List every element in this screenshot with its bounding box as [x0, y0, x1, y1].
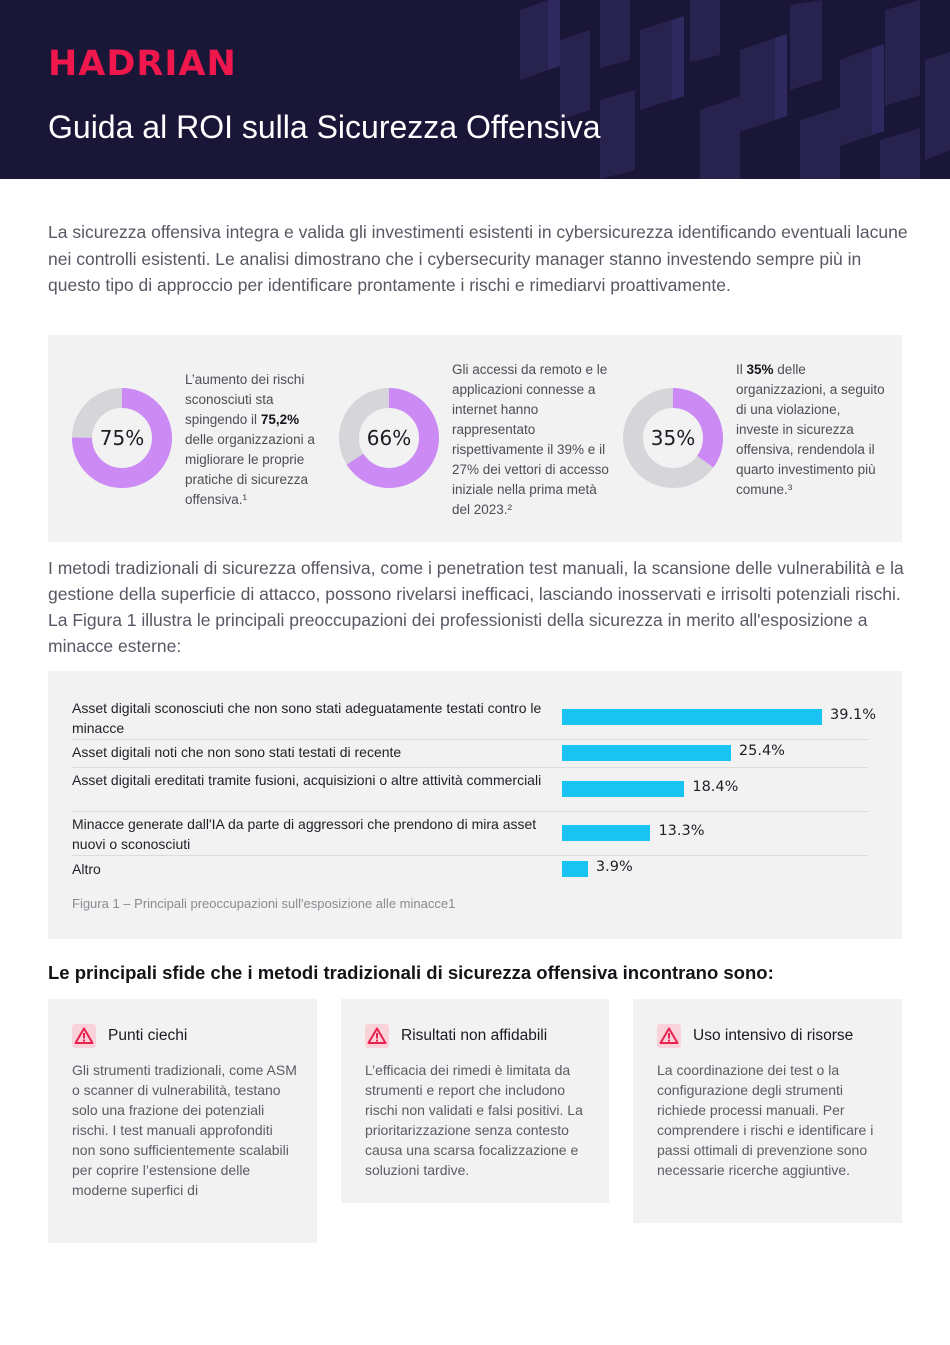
bar	[562, 825, 650, 841]
bar	[562, 709, 822, 725]
challenge-card-resource-intensive	[633, 999, 902, 1223]
card-body: Gli strumenti tradizionali, come ASM o scanner di vulnerabilità, testano solo una frazione dei potenziali rischi. I test manuali approfonditi non sono sufficientemente scalabili per coprire l’estensione delle moderne superfici di	[72, 1062, 297, 1198]
hadrian-logo: HADRIAN	[48, 44, 237, 84]
card-body: L’efficacia dei rimedi è limitata da strumenti e report che includono rischi non validati e falsi positivi. La prioritarizzazione senza contesto causa una scarsa focalizzazione e soluzioni tardive.	[365, 1062, 583, 1178]
bar-value-label: 39.1%	[830, 707, 877, 723]
card-header	[72, 1024, 187, 1048]
bar	[562, 781, 684, 797]
figure-caption: Figura 1 – Principali preoccupazioni sull'esposizione alle minacce1	[72, 896, 456, 911]
bar-label: Minacce generate dall'IA da parte di aggressori che prendono di mira asset nuovi o sconosciuti	[72, 816, 537, 852]
stats-panel	[48, 335, 902, 542]
card-title: Punti ciechi	[108, 1027, 188, 1044]
chart-row	[72, 696, 877, 740]
stat-card	[623, 335, 902, 542]
header-background	[0, 0, 950, 179]
chart-row	[72, 812, 868, 856]
bar-value-label: 18.4%	[692, 779, 739, 795]
card-title: Risultati non affidabili	[401, 1027, 548, 1044]
stat-card	[338, 335, 623, 542]
chart-row	[72, 856, 868, 884]
card-header	[365, 1024, 547, 1048]
bar-label: Altro	[72, 861, 101, 877]
challenge-card-unreliable-results	[341, 999, 609, 1203]
stat-text: Il 35% delle organizzazioni, a seguito di una violazione, investe in sicurezza offensiva, rendendola il quarto investimento più comune.³	[736, 362, 885, 497]
page-title: Guida al ROI sulla Sicurezza Offensiva	[48, 109, 601, 145]
card-body: La coordinazione dei test o la configurazione degli strumenti richiede processi manuali. Per comprendere i rischi e identificare i passi ottimali di prevenzione sono necessarie ricerche aggiuntive.	[657, 1062, 874, 1178]
bar-value-label: 25.4%	[738, 743, 785, 759]
warning-icon	[365, 1024, 389, 1048]
intro-paragraph: La sicurezza offensiva integra e valida gli investimenti esistenti in cybersicurezza identificando eventuali lacune nei controlli esistenti. Le analisi dimostrano che i cybersecurity manager stanno investendo sempre più in questo tipo di approccio per identificare prontamente i rischi e rimediarvi proattivamente.	[48, 222, 908, 295]
bar-label: Asset digitali noti che non sono stati testati di recente	[72, 744, 402, 760]
card-title: Uso intensivo di risorse	[693, 1027, 854, 1044]
stat-text: Gli accessi da remoto e le applicazioni connesse a internet hanno rappresentato rispettivamente il 39% e il 27% dei vettori di accesso iniziale nella prima metà del 2023.²	[452, 362, 609, 517]
header-banner	[0, 0, 950, 179]
figure-1-chart	[48, 671, 902, 939]
chart-row	[72, 740, 868, 768]
warning-icon	[72, 1024, 96, 1048]
bar-label: Asset digitali ereditati tramite fusioni, acquisizioni o altre attività commerciali	[72, 772, 542, 788]
bar-label: Asset digitali sconosciuti che non sono stati adeguatamente testati contro le minacce	[72, 700, 542, 736]
card-header	[657, 1024, 853, 1048]
stat-card	[48, 335, 333, 542]
donut-percent: 66%	[366, 426, 412, 450]
stat-text: L’aumento dei rischi sconosciuti sta spingendo il 75,2% delle organizzazioni a migliorare le proprie pratiche di sicurezza offensiva.¹	[185, 372, 315, 507]
bar	[562, 745, 731, 761]
warning-icon	[657, 1024, 681, 1048]
donut-percent: 75%	[99, 426, 145, 450]
challenges-heading: Le principali sfide che i metodi tradizionali di sicurezza offensiva incontrano sono:	[48, 962, 774, 983]
methods-paragraph: I metodi tradizionali di sicurezza offensiva, come i penetration test manuali, la scansione delle vulnerabilità e la gestione della superficie di attacco, possono rivelarsi inefficaci, lasciando inosservati e irrisolti potenziali rischi. La Figura 1 illustra le principali preoccupazioni dei professionisti della sicurezza in merito all'esposizione a minacce esterne:	[48, 558, 904, 656]
bar	[562, 861, 588, 877]
chart-row	[72, 768, 868, 812]
bar-value-label: 13.3%	[658, 823, 705, 839]
challenge-card-blind-spots	[48, 999, 317, 1243]
bar-value-label: 3.9%	[595, 859, 633, 875]
donut-percent: 35%	[650, 426, 696, 450]
